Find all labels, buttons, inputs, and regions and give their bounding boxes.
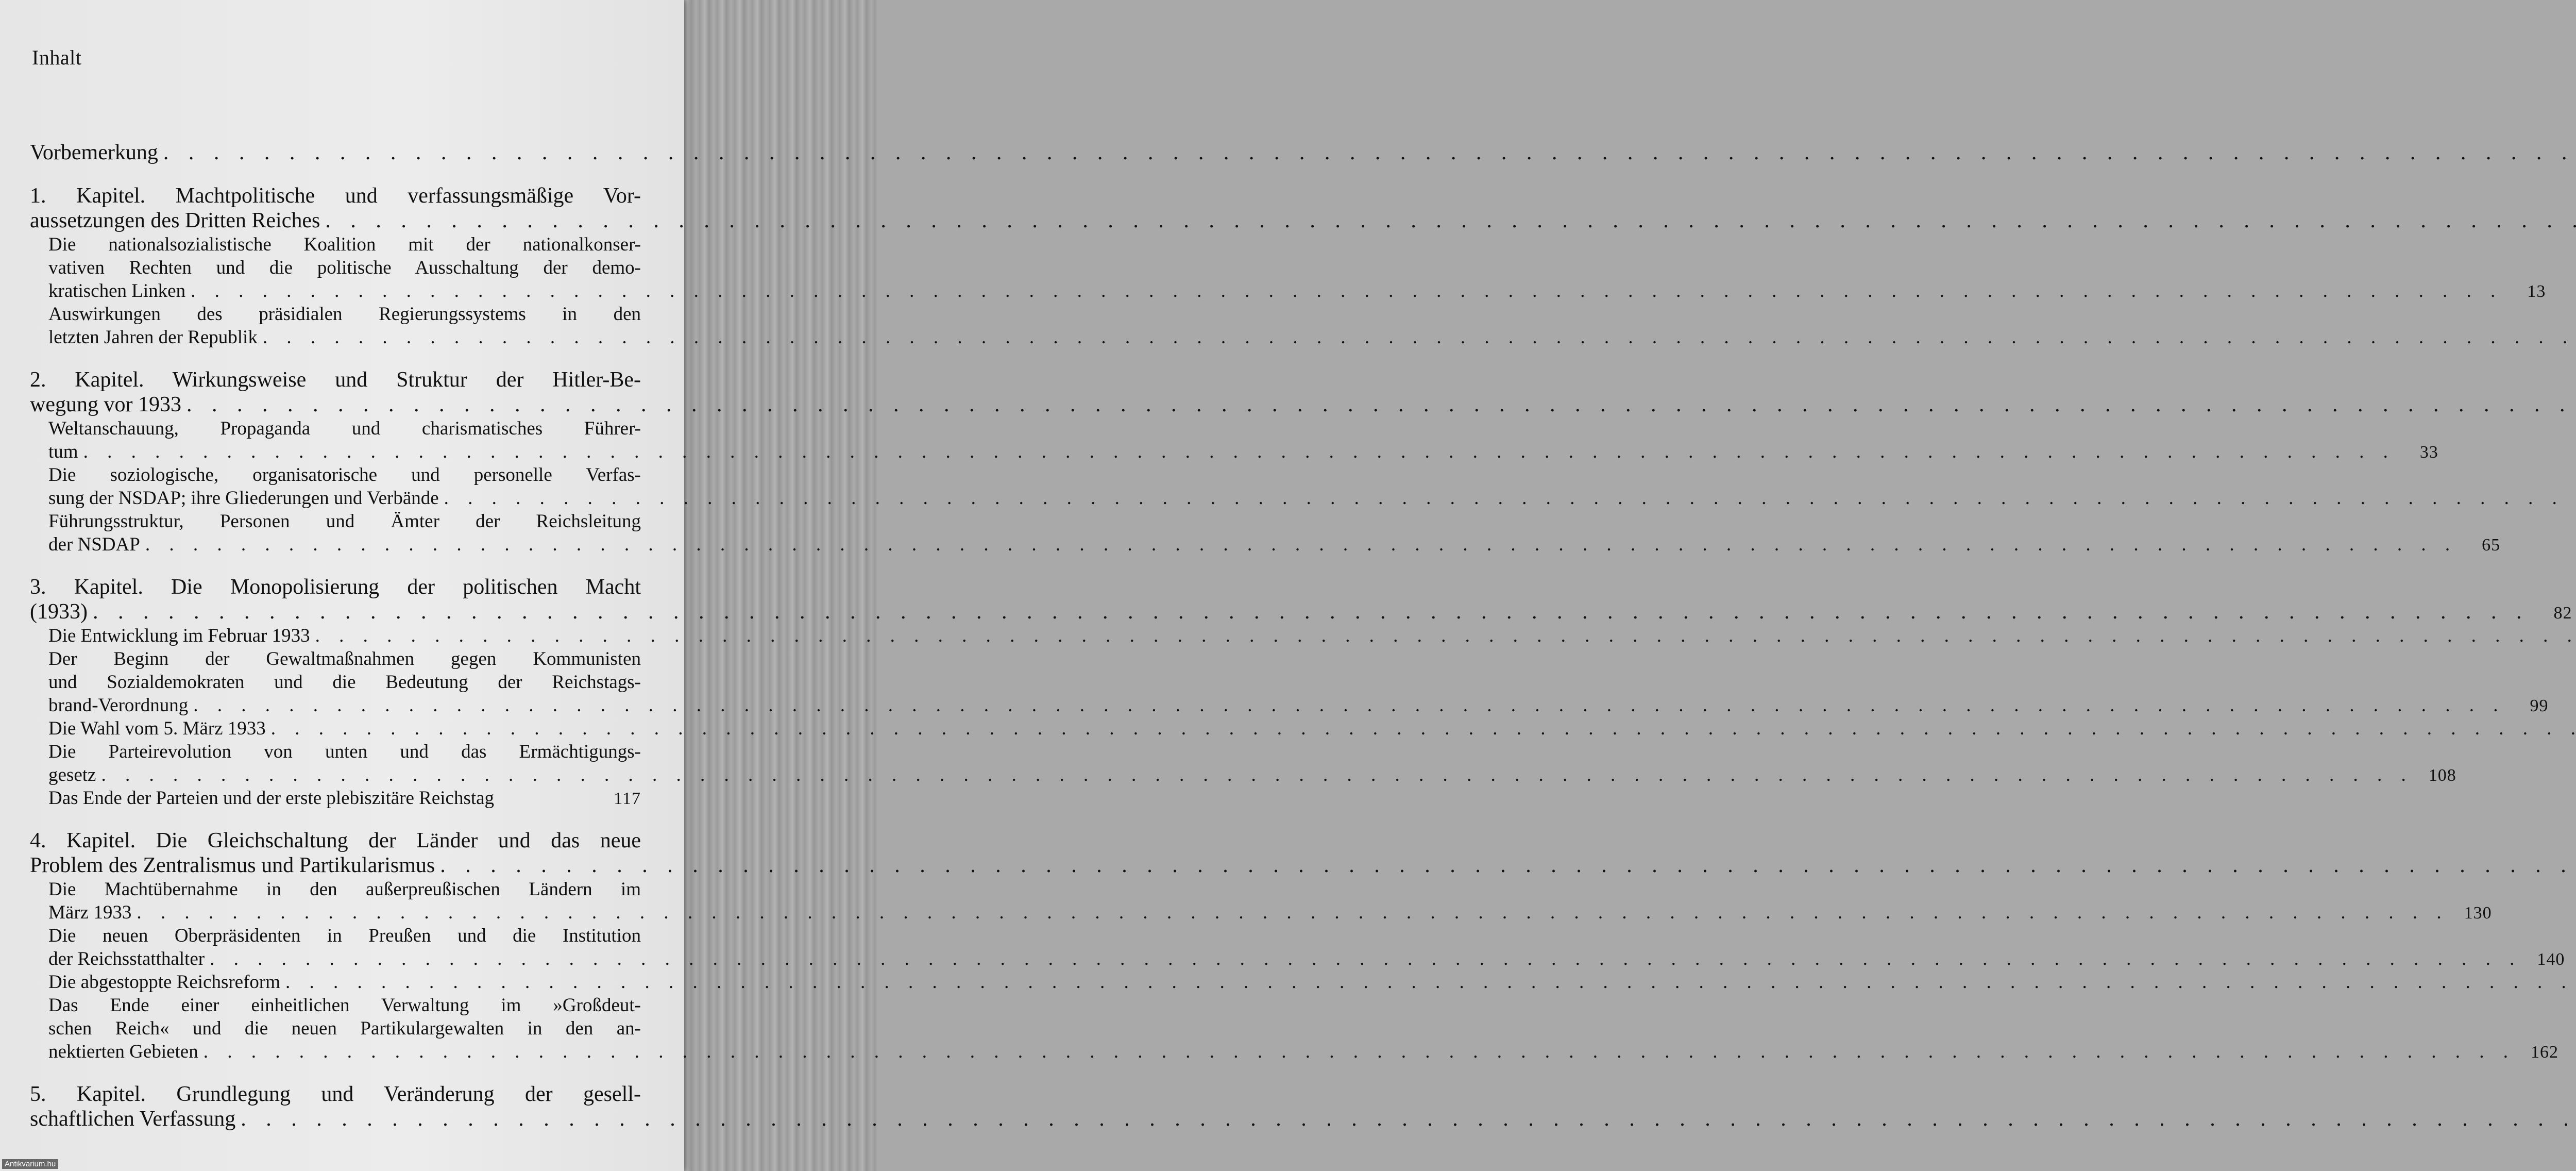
toc-entry-text: Die Parteirevolution von unten und das Ermächtigungs- [48, 741, 641, 762]
toc-leader-dots [193, 694, 2505, 717]
toc-entry-text: Vorbemerkung [30, 141, 158, 164]
toc-entry-text: der Reichsstatthalter [48, 948, 205, 969]
toc-entry-text: sung der NSDAP; ihre Gliederungen und Verbände [48, 488, 439, 509]
toc-entry-text: 1. Kapitel. Machtpolitische und verfassungsmäßige Vor- [30, 184, 641, 208]
toc-entry-text: Die soziologische, organisatorische und personelle Verfas- [48, 464, 641, 486]
toc-entry-text: März 1933 [48, 902, 132, 923]
toc-chapter-line [30, 1082, 641, 1107]
toc-section-line [30, 971, 641, 994]
toc-entry-text: 2. Kapitel. Wirkungsweise und Struktur der Hitler-Be- [30, 368, 641, 392]
toc-section-line [30, 924, 641, 947]
toc-leader-dots [187, 392, 2576, 417]
toc-leader-dots [315, 624, 2576, 647]
toc-chapter-line [30, 853, 641, 878]
background-surface [683, 0, 878, 1171]
toc-section-line [30, 947, 2565, 971]
toc-leader-dots [285, 971, 2576, 994]
toc-leader-dots [83, 440, 2395, 463]
toc-entry-text: Weltanschauung, Propaganda und charismatisches Führer- [48, 418, 641, 439]
toc-chapter-line [30, 140, 641, 165]
toc-leader-dots [101, 763, 2413, 787]
toc-entry-text: nektierten Gebieten [48, 1041, 198, 1062]
toc-leader-dots [191, 279, 2502, 303]
toc-chapter-line [30, 599, 2572, 624]
toc-section-line [30, 994, 641, 1017]
toc-section-line [30, 624, 641, 647]
toc-entry-text: brand-Verordnung [48, 695, 189, 716]
toc-entry-text: Die Wahl vom 5. März 1933 [48, 718, 266, 739]
toc-section-line [30, 487, 641, 510]
toc-chapter-line [30, 1107, 641, 1131]
toc-section-line [30, 1017, 641, 1040]
toc-entry-text: (1933) [30, 600, 88, 624]
toc-entry-text: 5. Kapitel. Grundlegung und Veränderung der gesell- [30, 1082, 641, 1106]
toc-leader-dots [163, 140, 2576, 165]
toc-entry-text: Die nationalsozialistische Koalition mit der nationalkonser- [48, 234, 641, 255]
toc-leader-dots [210, 947, 2521, 971]
toc-entry-text: Die Entwicklung im Februar 1933 [48, 625, 310, 646]
toc-section-line [30, 671, 641, 694]
toc-leader-dots [440, 853, 2576, 878]
toc-page-number: 99 [2530, 696, 2549, 715]
toc-page-number: 117 [614, 789, 641, 808]
toc-chapter-line [30, 183, 641, 208]
toc-chapter-line [30, 575, 641, 599]
toc-entry-text: Der Beginn der Gewaltmaßnahmen gegen Kommunisten [48, 648, 641, 670]
toc-chapter-line [30, 208, 641, 233]
toc-entry-text: Das Ende der Parteien und der erste plebiszitäre Reichstag [48, 788, 495, 809]
toc-section-line [30, 717, 641, 740]
toc-entry-text: Die neuen Oberpräsidenten in Preußen und die Institution [48, 925, 641, 946]
toc-entry-text: vativen Rechten und die politische Ausschaltung der demo- [48, 257, 641, 278]
toc-page-number: 65 [2482, 536, 2501, 555]
toc-leader-dots [93, 599, 2529, 624]
toc-page-number: 108 [2428, 766, 2456, 785]
toc-section-line [30, 440, 2438, 463]
toc-entry-text: kratischen Linken [48, 280, 186, 302]
toc-section-line [30, 233, 641, 256]
toc-leader-dots [204, 1040, 2515, 1063]
toc-section-line [30, 510, 641, 533]
toc-entry-text: schen Reich« und die neuen Partikulargewalten in den an- [48, 1018, 641, 1039]
toc-page-number: 130 [2464, 904, 2492, 923]
toc-leader-dots [325, 208, 2576, 233]
toc-entry-text: 4. Kapitel. Die Gleichschaltung der Länder und das neue [30, 829, 641, 852]
toc-section-line [30, 256, 641, 279]
toc-leader-dots [145, 533, 2457, 556]
toc-entry-text: Problem des Zentralismus und Partikularismus [30, 854, 435, 877]
toc-section-line [30, 303, 641, 326]
toc-section-line [30, 787, 641, 810]
toc-section-line [30, 279, 2546, 303]
toc-entry-text: aussetzungen des Dritten Reiches [30, 209, 320, 232]
toc-section-line [30, 533, 2501, 556]
toc-entry-text: der NSDAP [48, 534, 140, 555]
toc-entry-text: wegung vor 1933 [30, 393, 181, 416]
toc-page-number: 33 [2419, 443, 2438, 462]
toc-entry-text: Die abgestoppte Reichsreform [48, 972, 281, 993]
toc-section-line [30, 763, 2456, 787]
toc-section-line [30, 901, 2492, 924]
toc-page-number: 13 [2527, 282, 2546, 301]
page-title: Inhalt [32, 46, 82, 69]
toc-entry-text: und Sozialdemokraten und die Bedeutung der Reichstags- [48, 672, 641, 693]
toc-leader-dots [137, 901, 2448, 924]
toc-page-number: 140 [2537, 950, 2565, 969]
toc-leader-dots [444, 487, 2576, 510]
toc-leader-dots [263, 326, 2574, 349]
toc-entry-text: Das Ende einer einheitlichen Verwaltung im »Großdeut- [48, 995, 641, 1016]
toc-section-line [30, 463, 641, 487]
toc-page-number: 162 [2530, 1043, 2558, 1062]
toc-entry-text: schaftlichen Verfassung [30, 1107, 236, 1131]
toc-entry-text: letzten Jahren der Republik [48, 327, 258, 348]
toc-chapter-line [30, 828, 641, 853]
toc-entry-text: Führungsstruktur, Personen und Ämter der Reichsleitung [48, 511, 641, 532]
table-of-contents [30, 140, 2572, 1131]
toc-entry-text: Die Machtübernahme in den außerpreußischen Ländern im [48, 879, 641, 900]
toc-chapter-line [30, 367, 641, 392]
toc-entry-text: 3. Kapitel. Die Monopolisierung der politischen Macht [30, 575, 641, 599]
toc-section-line [30, 878, 641, 901]
toc-section-line [30, 326, 641, 349]
toc-section-line [30, 647, 641, 671]
toc-entry-text: gesetz [48, 764, 96, 785]
watermark: Antikvarium.hu [2, 1159, 58, 1169]
toc-section-line [30, 1040, 2558, 1063]
toc-entry-text: tum [48, 441, 78, 462]
toc-leader-dots [241, 1107, 2576, 1131]
toc-leader-dots [271, 717, 2576, 740]
toc-chapter-line [30, 392, 641, 417]
toc-section-line [30, 740, 641, 763]
toc-section-line [30, 417, 641, 440]
toc-section-line [30, 694, 2549, 717]
toc-entry-text: Auswirkungen des präsidialen Regierungssystems in den [48, 304, 641, 325]
toc-page-number: 82 [2553, 604, 2572, 623]
